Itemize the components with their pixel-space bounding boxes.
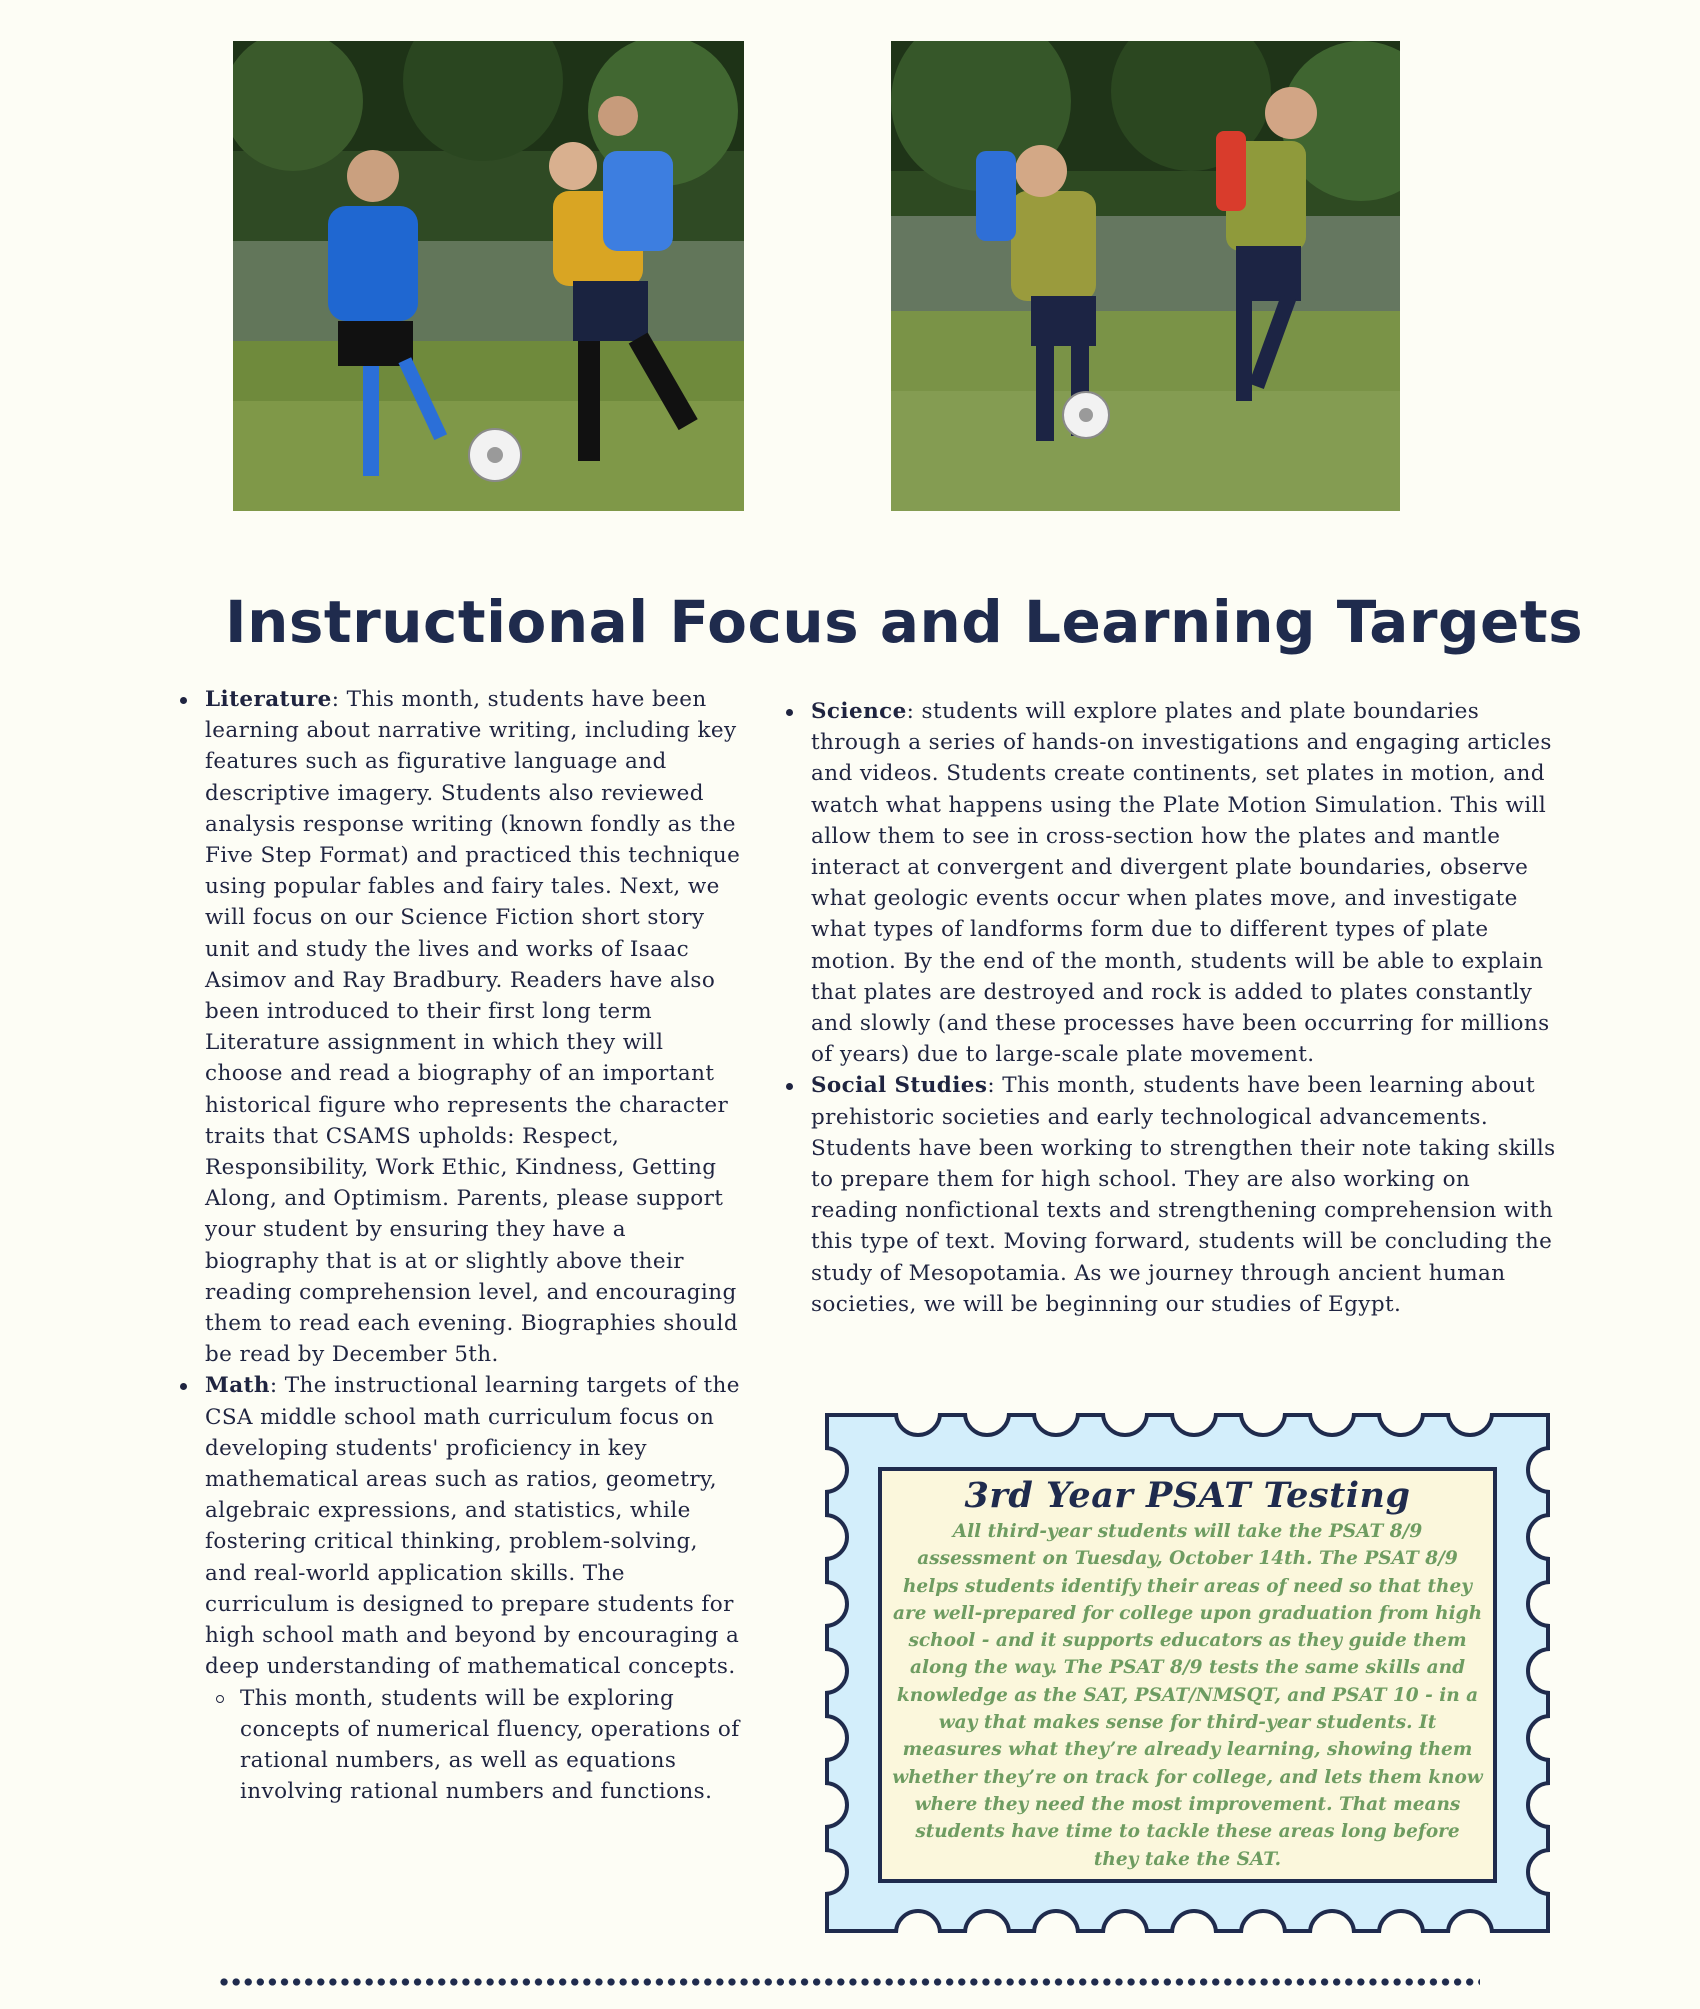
math-item [174, 1370, 746, 1682]
literature-item [174, 684, 746, 1370]
right-column [780, 696, 1560, 1320]
left-column [174, 684, 746, 1807]
social-studies-text: : This month, students have been learning about prehistoric societies and early technological advancements. Students have been working to strengthen their note taking skills to prepare them for high school. They are also working on reading nonfictional texts and strengthening comprehension with this type of text. Moving forward, students will be concluding the study of Mesopotamia. As we journey through ancient human societies, we will be beginning our studies of Egypt. [811, 1073, 1556, 1317]
soccer-photo-left [233, 41, 744, 511]
literature-label: Literature [205, 687, 332, 712]
math-text: : The instructional learning targets of the CSA middle school math curriculum focus on developing students' proficiency in key mathematical areas such as ratios, geometry, algebraic expressions, and statistics, while fostering critical thinking, problem-solving, and real-world application skills. The curriculum is designed to prepare students for high school math and beyond by encouraging a deep understanding of mathematical concepts. [205, 1373, 740, 1680]
psat-content [886, 1473, 1489, 1873]
math-label: Math [205, 1373, 270, 1399]
soccer-photo-right [891, 41, 1400, 511]
social-studies-label: Social Studies [811, 1073, 988, 1099]
page-title: Instructional Focus and Learning Targets [225, 588, 1584, 656]
dotted-divider [218, 1977, 1480, 1987]
literature-text: : This month, students have been learning about narrative writing, including key features such as figurative language and descriptive imagery. Students also reviewed analysis response writing (known fondly as the Five Step Format) and practiced this technique using popular fables and fairy tales. Next, we will focus on our Science Fiction short story unit and study the lives and works of Isaac Asimov and Ray Bradbury. Readers have also been introduced to their first long term Literature assignment in which they will choose and read a biography of an important historical figure who represents the character traits that CSAMS upholds: Respect, Responsibility, Work Ethic, Kindness, Getting Along, and Optimism. Parents, please support your student by ensuring they have a biography that is at or slightly above their reading comprehension level, and encouraging them to read each evening. Biographies should be read by December 5th. [205, 687, 741, 1368]
psat-body: All third-year students will take the PSAT 8/9 assessment on Tuesday, October 14th. The PSAT 8/9 helps students identify their areas of need so that they are well-prepared for college upon graduation from high school - and it supports educators as they guide them along the way. The PSAT 8/9 tests the same skills and knowledge as the SAT, PSAT/NMSQT, and PSAT 10 - in a way that makes sense for third-year students. It measures what they’re already learning, showing them whether they’re on track for college, and lets them know where they need the most improvement. That means students have time to tackle these areas long before they take the SAT. [892, 1521, 1483, 1870]
soccer-photo-left-image [233, 41, 744, 511]
social-studies-item [780, 1070, 1560, 1320]
psat-title: 3rd Year PSAT Testing [964, 1475, 1411, 1516]
science-label: Science [811, 699, 907, 724]
science-text: : students will explore plates and plate boundaries through a series of hands-on investigations and engaging articles and videos. Students create continents, set plates in motion, and watch what happens using the Plate Motion Simulation. This will allow them to see in cross-section how the plates and mantle interact at convergent and divergent plate boundaries, observe what geologic events occur when plates move, and investigate what types of landforms form due to different types of plate motion. By the end of the month, students will be able to explain that plates are destroyed and rock is added to plates constantly and slowly (and these processes have been occurring for millions of years) due to large-scale plate movement. [811, 699, 1552, 1068]
science-item [780, 696, 1560, 1070]
soccer-photo-right-image [891, 41, 1400, 511]
math-subitem: This month, students will be exploring concepts of numerical fluency, operations of rational numbers, as well as equations involving rational numbers and functions. [174, 1683, 746, 1808]
psat-stamp-box [825, 1413, 1550, 1933]
